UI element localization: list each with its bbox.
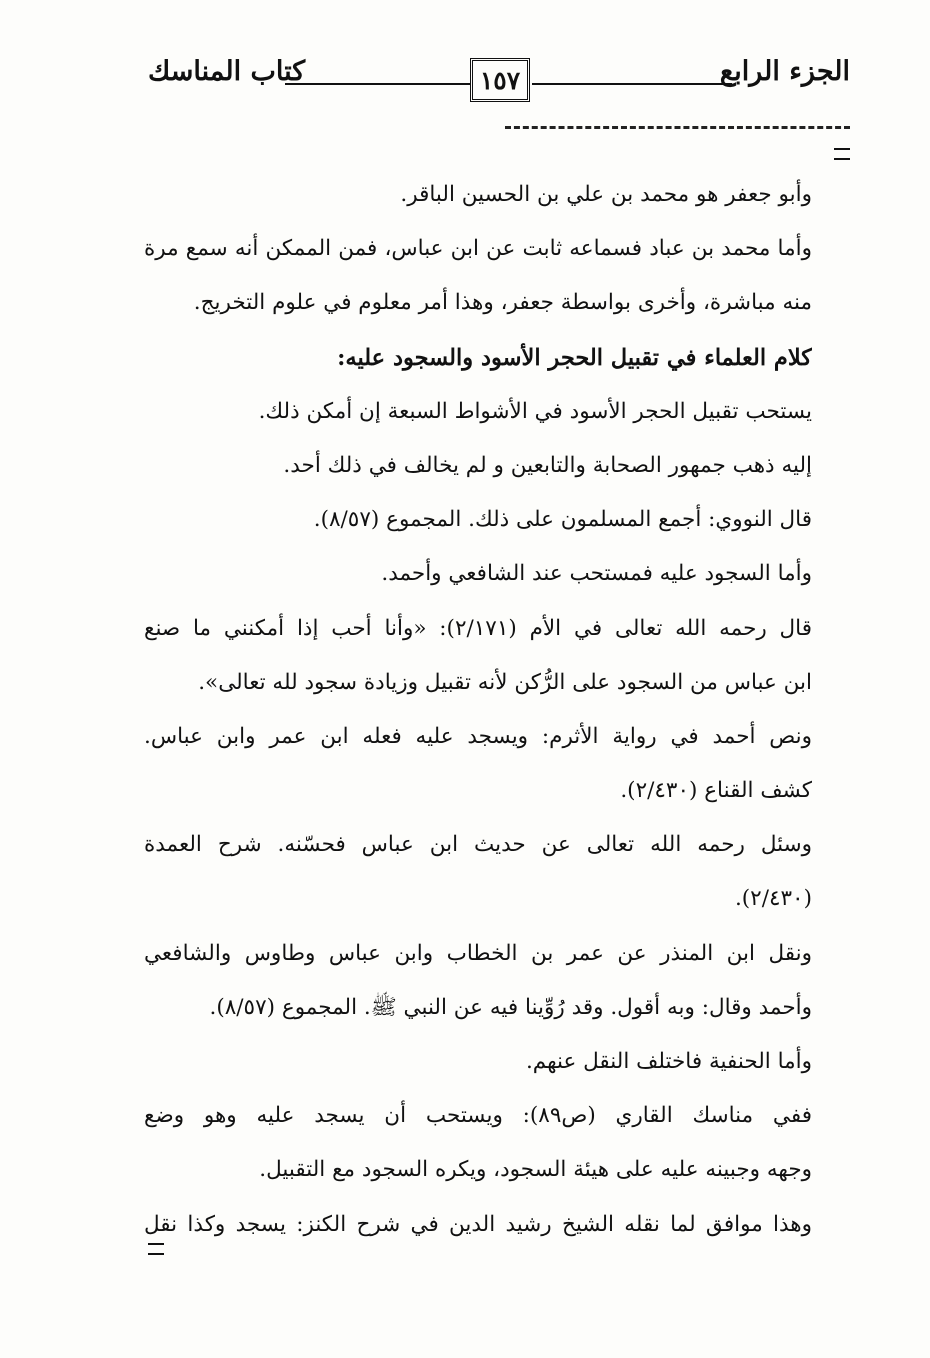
text-line: وجهه وجبينه عليه على هيئة السجود، ويكره السجود مع التقبيل. bbox=[259, 1157, 812, 1183]
text-line: وأبو جعفر هو محمد بن علي بن الحسين الباقر. bbox=[400, 182, 812, 207]
text-line: وأما السجود عليه فمستحب عند الشافعي وأحمد. bbox=[381, 561, 812, 587]
header-rule-left bbox=[285, 83, 470, 85]
text-line: ابن عباس من السجود على الرُّكن لأنه تقبيل وزيادة سجود لله تعالى». bbox=[198, 669, 812, 695]
separator-dashed bbox=[505, 126, 850, 129]
section-heading: كلام العلماء في تقبيل الحجر الأسود والسجود عليه: bbox=[337, 344, 812, 371]
running-head-volume: الجزء الرابع bbox=[719, 56, 850, 87]
text-line: وهذا موافق لما نقله الشيخ رشيد الدين في شرح الكنز: يسجد وكذا نقل bbox=[144, 1211, 812, 1237]
text-line: ففي مناسك القاري (ص٨٩): ويستحب أن يسجد عليه وهو وضع bbox=[144, 1103, 812, 1129]
text-line: وأما محمد بن عباد فسماعه ثابت عن ابن عباس، فمن الممكن أنه سمع مرة bbox=[144, 236, 812, 262]
text-line: ونص أحمد في رواية الأثرم: ويسجد عليه فعله ابن عمر وابن عباس. bbox=[144, 723, 812, 749]
text-line: قال رحمه الله تعالى في الأم (٢/١٧١): «وأنا أحب إذا أمكنني ما صنع bbox=[144, 615, 812, 641]
text-line: وأما الحنفية فاختلف النقل عنهم. bbox=[525, 1049, 812, 1074]
text-line: منه مباشرة، وأخرى بواسطة جعفر، وهذا أمر معلوم في علوم التخريج. bbox=[193, 290, 812, 316]
text-line: ونقل ابن المنذر عن عمر بن الخطاب وابن عباس وطاوس والشافعي bbox=[144, 940, 812, 966]
text-line: كشف القناع (٢/٤٣٠). bbox=[620, 778, 812, 804]
text-line: يستحب تقبيل الحجر الأسود في الأشواط السبعة إن أمكن ذلك. bbox=[258, 398, 812, 424]
text-line: قال النووي: أجمع المسلمون على ذلك. المجموع (٨/٥٧). bbox=[313, 507, 812, 533]
text-line: (٢/٤٣٠). bbox=[734, 886, 812, 912]
continuation-mark-top bbox=[834, 148, 850, 160]
body-text bbox=[144, 168, 812, 1252]
continuation-mark-bottom bbox=[148, 1243, 164, 1255]
text-line: وأحمد وقال: وبه أقول. وقد رُوِّينا فيه عن النبي ﷺ. المجموع (٨/٥٧). bbox=[209, 994, 812, 1020]
header-rule-right bbox=[532, 83, 732, 85]
running-head-book: كتاب المناسك bbox=[148, 56, 306, 87]
text-line: إليه ذهب جمهور الصحابة والتابعين و لم يخالف في ذلك أحد. bbox=[283, 452, 812, 478]
text-line: وسئل رحمه الله تعالى عن حديث ابن عباس فحسّنه. شرح العمدة bbox=[144, 832, 812, 858]
page-number: ١٥٧ bbox=[470, 58, 530, 102]
